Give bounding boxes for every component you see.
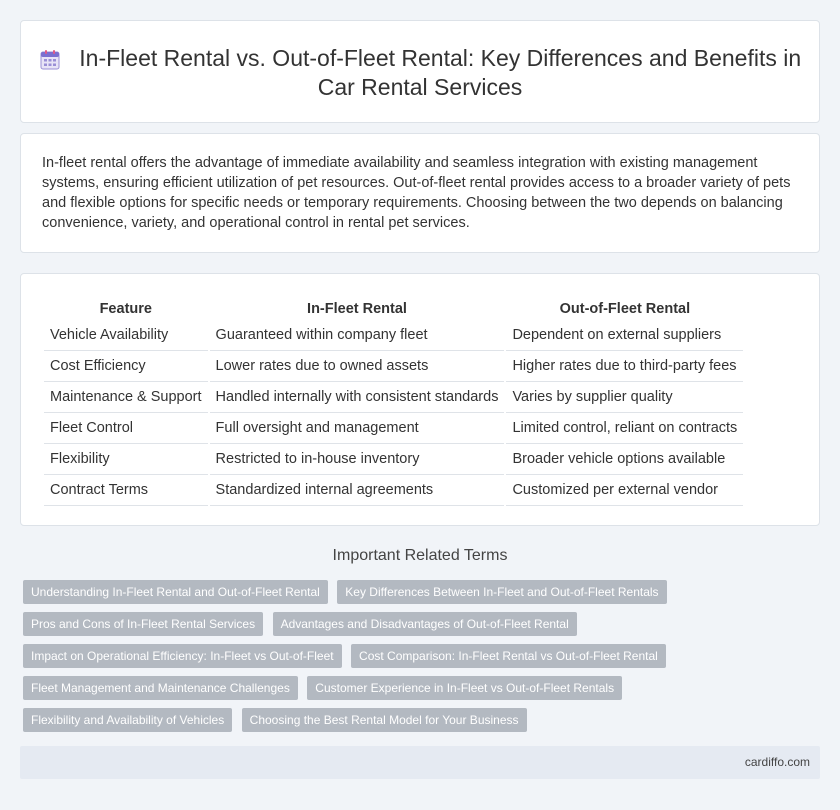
- tag-row: [23, 708, 663, 740]
- related-term-tag[interactable]: Pros and Cons of In-Fleet Rental Services: [23, 612, 263, 636]
- column-header-in-fleet: In-Fleet Rental: [307, 301, 407, 317]
- table-cell: Dependent on external suppliers: [506, 320, 743, 351]
- tag-row: [23, 644, 663, 676]
- table-cell: Restricted to in-house inventory: [210, 444, 505, 475]
- related-term-tag[interactable]: Key Differences Between In-Fleet and Out-of-Fleet Rentals: [337, 580, 666, 604]
- footer-site-link[interactable]: cardiffo.com: [744, 755, 810, 769]
- footer: [20, 746, 820, 779]
- title-wrap: [21, 44, 819, 102]
- table-row: [44, 475, 743, 506]
- table-row: [44, 351, 743, 382]
- table-cell: Lower rates due to owned assets: [210, 351, 505, 382]
- related-term-tag[interactable]: Flexibility and Availability of Vehicles: [23, 708, 232, 732]
- calendar-icon: [39, 49, 61, 71]
- related-term-tag[interactable]: Customer Experience in In-Fleet vs Out-of-Fleet Rentals: [307, 676, 622, 700]
- table-cell: Vehicle Availability: [44, 320, 208, 351]
- table-cell: Varies by supplier quality: [506, 382, 743, 413]
- related-term-tag[interactable]: Cost Comparison: In-Fleet Rental vs Out-of-Fleet Rental: [351, 644, 666, 668]
- summary-paragraph: In-fleet rental offers the advantage of immediate availability and seamless integration with existing management systems, ensuring efficient utilization of pet resources. Out-of-fleet rental provides access to a broader variety of pets and flexible options for specific needs or temporary requirements. Choosing between the two depends on balancing convenience, variety, and operational control in rental pet services.: [42, 155, 791, 231]
- table-cell: Broader vehicle options available: [506, 444, 743, 475]
- table-cell: Standardized internal agreements: [210, 475, 505, 506]
- table-cell: Full oversight and management: [210, 413, 505, 444]
- table-cell: Flexibility: [44, 444, 208, 475]
- related-terms-list: [23, 580, 663, 740]
- table-cell: Customized per external vendor: [506, 475, 743, 506]
- table-row: [44, 382, 743, 413]
- table-cell: Higher rates due to third-party fees: [506, 351, 743, 382]
- table-cell: Contract Terms: [44, 475, 208, 506]
- related-term-tag[interactable]: Understanding In-Fleet Rental and Out-of-Fleet Rental: [23, 580, 328, 604]
- related-terms-heading: Important Related Terms: [332, 547, 508, 564]
- related-term-tag[interactable]: Impact on Operational Efficiency: In-Fleet vs Out-of-Fleet: [23, 644, 342, 668]
- table-cell: Maintenance & Support: [44, 382, 208, 413]
- table-cell: Guaranteed within company fleet: [210, 320, 505, 351]
- comparison-table: [42, 296, 745, 506]
- tag-row: [23, 676, 663, 708]
- column-header-feature: Feature: [99, 301, 152, 317]
- summary-card: [20, 133, 820, 253]
- tag-row: [23, 612, 663, 644]
- comparison-card: [20, 273, 820, 526]
- table-header-row: [44, 296, 743, 320]
- table-cell: Limited control, reliant on contracts: [506, 413, 743, 444]
- table-cell: Handled internally with consistent standards: [210, 382, 505, 413]
- related-term-tag[interactable]: Fleet Management and Maintenance Challenges: [23, 676, 298, 700]
- page-title: In-Fleet Rental vs. Out-of-Fleet Rental: Key Differences and Benefits in Car Rental Services: [79, 45, 802, 100]
- title-card: [20, 20, 820, 123]
- related-term-tag[interactable]: Advantages and Disadvantages of Out-of-Fleet Rental: [273, 612, 577, 636]
- table-cell: Fleet Control: [44, 413, 208, 444]
- tag-row: [23, 580, 663, 612]
- related-term-tag[interactable]: Choosing the Best Rental Model for Your Business: [242, 708, 527, 732]
- table-row: [44, 444, 743, 475]
- column-header-out-of-fleet: Out-of-Fleet Rental: [559, 301, 691, 317]
- table-cell: Cost Efficiency: [44, 351, 208, 382]
- table-row: [44, 320, 743, 351]
- table-row: [44, 413, 743, 444]
